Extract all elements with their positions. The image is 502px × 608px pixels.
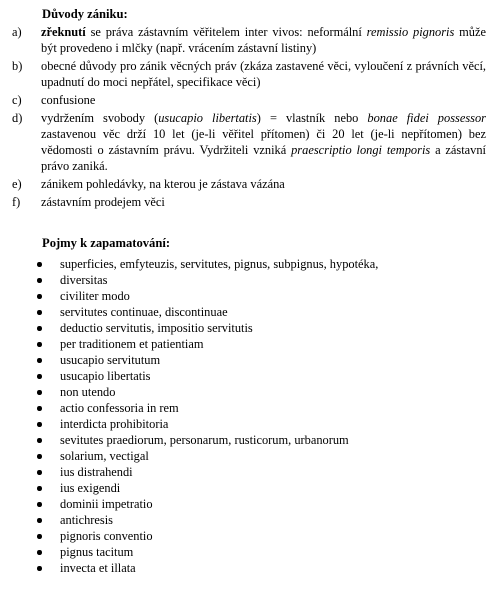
- term-item: [0, 464, 378, 480]
- term-item: [0, 400, 378, 416]
- term-item: [0, 288, 378, 304]
- bullet-icon: [37, 454, 42, 459]
- term-item: [0, 416, 378, 432]
- bullet-icon: [37, 374, 42, 379]
- reason-text: obecné důvody pro zánik věcných práv (zkáza zastavené věci, vyloučení z právních věcí, upadnutí do moci nepřátel, specifikace věci): [41, 59, 486, 89]
- term-item: [0, 336, 378, 352]
- term-item: [0, 480, 378, 496]
- term-item: [0, 528, 378, 544]
- bullet-icon: [37, 486, 42, 491]
- term-text: usucapio libertatis: [60, 369, 151, 383]
- reason-text: zastavenou věc drží 10 let (je-li věřitel přítomen) či 20 let (je-li nepřítomen) bez vědomosti o zástavním právu. Vydržiteli vzniká: [41, 127, 486, 157]
- reason-item: [0, 58, 502, 90]
- term-item: [0, 352, 378, 368]
- reason-label: e): [12, 177, 22, 191]
- term-text: solarium, vectigal: [60, 449, 149, 463]
- reasons-list: [0, 24, 502, 212]
- reason-text: může být provedeno i mlčky (např. vrácením zástavní listiny): [41, 25, 486, 55]
- term-item: [0, 256, 378, 272]
- term-item: [0, 384, 378, 400]
- term-text: deductio servitutis, impositio servitutis: [60, 321, 253, 335]
- reason-item: [0, 194, 502, 210]
- reason-text: ) = vlastník nebo: [256, 111, 368, 125]
- term-text: usucapio servitutum: [60, 353, 161, 367]
- reason-label: f): [12, 195, 21, 209]
- term-text: ius distrahendi: [60, 465, 133, 479]
- term-item: [0, 496, 378, 512]
- reason-text: praescriptio longi temporis: [291, 143, 431, 157]
- reason-text: bonae fidei possessor: [367, 111, 487, 125]
- bullet-icon: [37, 390, 42, 395]
- term-text: dominii impetratio: [60, 497, 153, 511]
- bullet-icon: [37, 502, 42, 507]
- reason-label: d): [12, 111, 23, 125]
- reason-item: [0, 92, 502, 108]
- term-text: actio confessoria in rem: [60, 401, 179, 415]
- reason-text: zástavním prodejem věci: [41, 195, 165, 209]
- bullet-icon: [37, 518, 42, 523]
- term-text: antichresis: [60, 513, 113, 527]
- term-item: [0, 272, 378, 288]
- term-item: [0, 544, 378, 560]
- terms-list: [0, 256, 378, 576]
- term-item: [0, 432, 378, 448]
- bullet-icon: [37, 438, 42, 443]
- bullet-icon: [37, 342, 42, 347]
- bullet-icon: [37, 358, 42, 363]
- term-text: pignus tacitum: [60, 545, 134, 559]
- bullet-icon: [37, 566, 42, 571]
- term-item: [0, 512, 378, 528]
- reason-label: c): [12, 93, 22, 107]
- heading-reasons: Důvody zániku:: [42, 7, 128, 21]
- term-text: interdicta prohibitoria: [60, 417, 169, 431]
- bullet-icon: [37, 262, 42, 267]
- reason-label: a): [12, 25, 22, 39]
- term-text: per traditionem et patientiam: [60, 337, 204, 351]
- reason-text: confusione: [41, 93, 96, 107]
- term-text: non utendo: [60, 385, 116, 399]
- term-text: ius exigendi: [60, 481, 121, 495]
- bullet-icon: [37, 422, 42, 427]
- reason-text: usucapio libertatis: [158, 111, 257, 125]
- reason-label: b): [12, 59, 23, 73]
- reason-item: [0, 24, 502, 56]
- reason-text: zřeknutí: [41, 25, 86, 39]
- reason-text: vydržením svobody (: [41, 111, 159, 125]
- term-item: [0, 448, 378, 464]
- reason-text: se práva zástavním věřitelem inter vivos: neformální: [85, 25, 367, 39]
- reason-text: a zástavní právo zaniká.: [41, 143, 487, 173]
- bullet-icon: [37, 406, 42, 411]
- bullet-icon: [37, 278, 42, 283]
- heading-terms: Pojmy k zapamatování:: [42, 236, 171, 250]
- term-item: [0, 320, 378, 336]
- term-text: servitutes continuae, discontinuae: [60, 305, 228, 319]
- reason-text: zánikem pohledávky, na kterou je zástava vázána: [41, 177, 285, 191]
- bullet-icon: [37, 550, 42, 555]
- term-text: civiliter modo: [60, 289, 130, 303]
- term-text: diversitas: [60, 273, 108, 287]
- term-text: pignoris conventio: [60, 529, 153, 543]
- reason-item: [0, 110, 502, 174]
- term-item: [0, 560, 378, 576]
- term-item: [0, 368, 378, 384]
- reason-text: remissio pignoris: [366, 25, 455, 39]
- bullet-icon: [37, 310, 42, 315]
- term-text: invecta et illata: [60, 561, 136, 575]
- term-text: sevitutes praediorum, personarum, rusticorum, urbanorum: [60, 433, 349, 447]
- term-item: [0, 304, 378, 320]
- reason-item: [0, 176, 502, 192]
- bullet-icon: [37, 470, 42, 475]
- bullet-icon: [37, 534, 42, 539]
- bullet-icon: [37, 294, 42, 299]
- bullet-icon: [37, 326, 42, 331]
- term-text: superficies, emfyteuzis, servitutes, pignus, subpignus, hypotéka,: [60, 257, 379, 271]
